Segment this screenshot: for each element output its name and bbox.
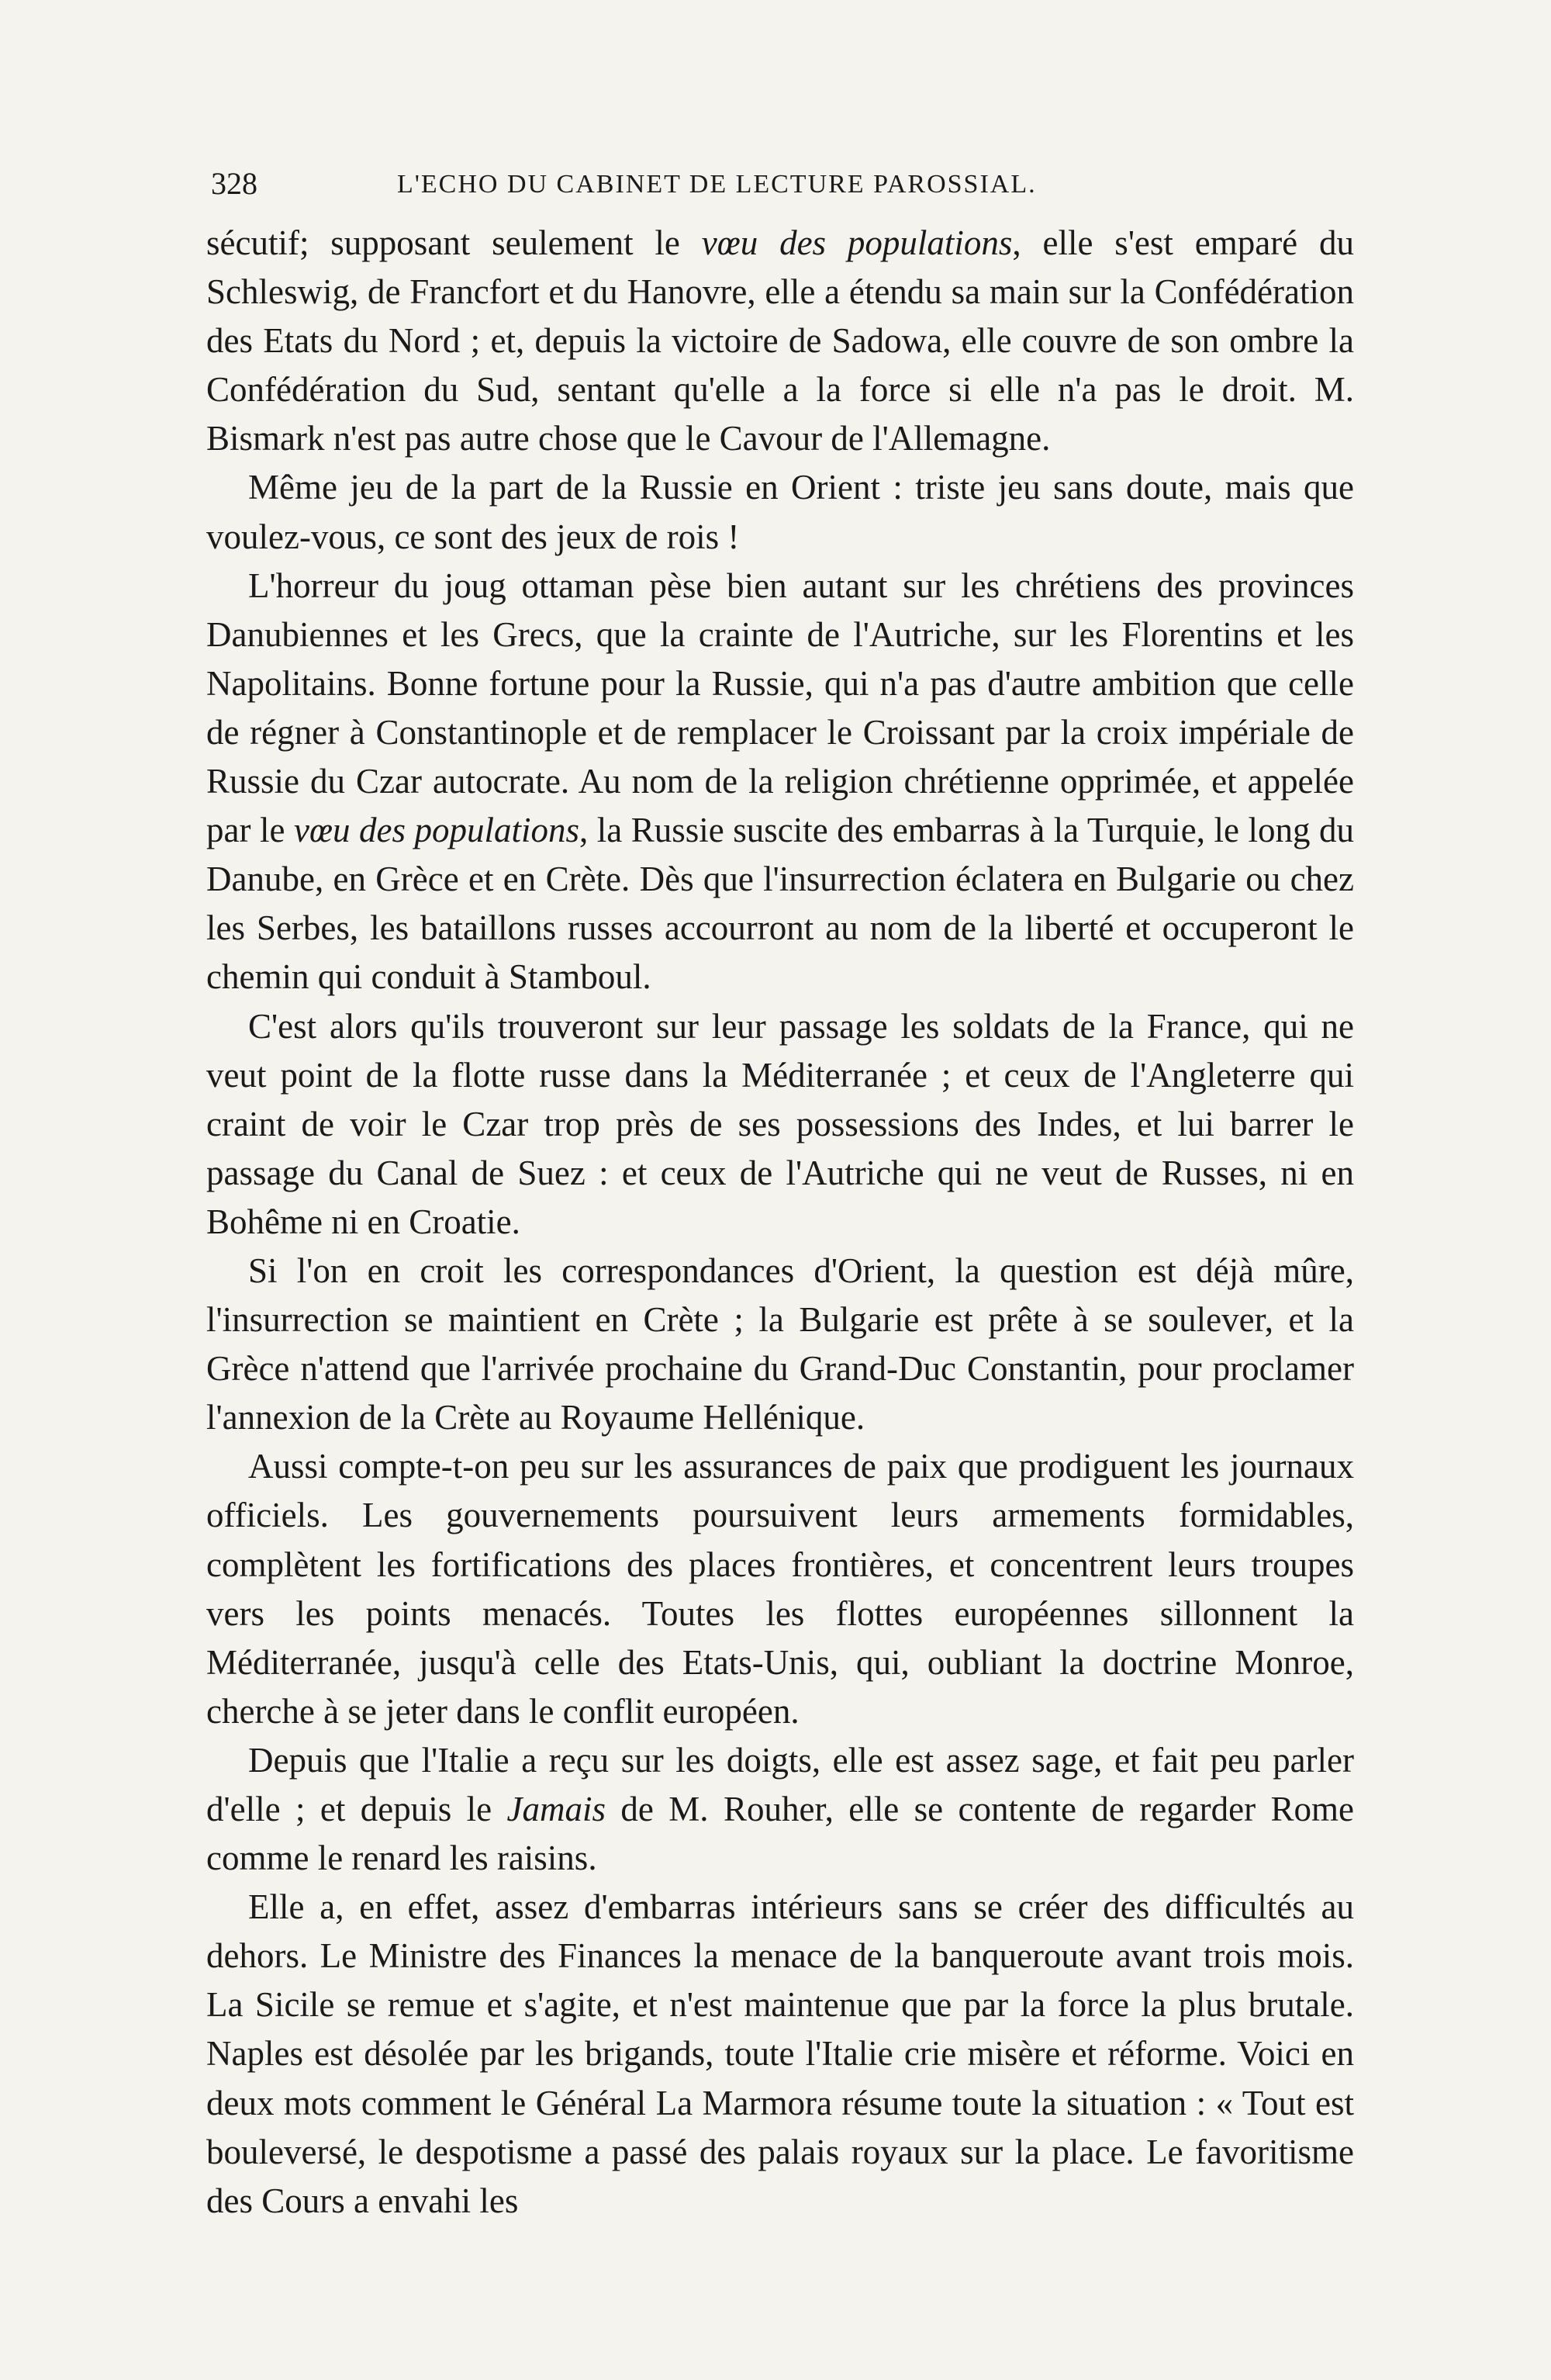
paragraph-3 [206,562,1354,1002]
running-title: L'ECHO DU CABINET DE LECTURE PAROSSIAL. [397,170,1037,199]
paragraph-1-italic: vœu des populations [701,223,1013,262]
paragraph-3-italic: vœu des populations [293,811,579,850]
paragraph-7-text-a: Depuis que l'Italie a reçu sur les doigts, elle est assez sage, et fait peu parler d'elle ; et depuis le [206,1740,1354,1828]
paragraph-6: Aussi compte-t-on peu sur les assurances de paix que prodiguent les journaux officiels. Les gouvernements poursuivent leurs armements formidables, complètent les fortifications des places frontières, et concentrent leurs troupes vers les points menacés. Toutes les flottes européennes sillonnent la Méditerranée, jusqu'à celle des Etats-Unis, qui, oubliant la doctrine Monroe, cherche à se jeter dans le conflit européen. [206,1447,1354,1731]
paragraph-3-text-a: L'horreur du joug ottaman pèse bien autant sur les chrétiens des provinces Danubiennes et les Grecs, que la crainte de l'Autriche, sur les Florentins et les Napolitains. Bonne fortune pour la Russie, qui n'a pas d'autre ambition que celle de régner à Constantinople et de remplacer le Croissant par la croix impériale de Russie du Czar autocrate. Au nom de la religion chrétienne opprimée, et appelée par le [206,566,1354,850]
paragraph-4: C'est alors qu'ils trouveront sur leur passage les soldats de la France, qui ne veut point de la flotte russe dans la Méditerranée ; et ceux de l'Angleterre qui craint de voir le Czar trop près de ses possessions des Indes, et lui barrer le passage du Canal de Suez : et ceux de l'Autriche qui ne veut de Russes, ni en Bohême ni en Croatie. [206,1006,1354,1241]
paragraph-1-text-b: , elle s'est emparé du Schleswig, de Francfort et du Hanovre, elle a étendu sa main sur la Confédération des Etats du Nord ; et, depuis la victoire de Sadowa, elle couvre de son ombre la Confédération du Sud, sentant qu'elle a la force si elle n'a pas le droit. M. Bismark n'est pas autre chose que le Cavour de l'Allemagne. [206,223,1355,458]
paragraph-1-text-a: sécutif; supposant seulement le [206,223,702,262]
paragraph-7-text-b: de M. Rouher, elle se contente de regarder Rome comme le renard les raisins. [206,1790,1354,1878]
paragraph-7 [206,1736,1354,1883]
page-number: 328 [211,166,257,201]
paragraph-1 [206,219,1354,463]
paragraph-8: Elle a, en effet, assez d'embarras intérieurs sans se créer des difficultés au dehors. Le Ministre des Finances la menace de la banqueroute avant trois mois. La Sicile se remue et s'agite, et n'est maintenue que par la force la plus brutale. Naples est désolée par les brigands, toute l'Italie crie misère et réforme. Voici en deux mots comment le Général La Marmora résume toute la situation : « Tout est bouleversé, le despotisme a passé des palais royaux sur la place. Le favoritisme des Cours a envahi les [206,1887,1354,2220]
paragraph-3-text-b: , la Russie suscite des embarras à la Turquie, le long du Danube, en Grèce et en Crète. Dès que l'insurrection éclatera en Bulgarie ou chez les Serbes, les bataillons russes accourront au nom de la liberté et occuperont le chemin qui conduit à Stamboul. [206,811,1354,997]
body-text [206,219,1354,2226]
paragraph-5: Si l'on en croit les correspondances d'Orient, la question est déjà mûre, l'insurrection se maintient en Crète ; la Bulgarie est prête à se soulever, et la Grèce n'attend que l'arrivée prochaine du Grand-Duc Constantin, pour proclamer l'annexion de la Crète au Royaume Hellénique. [206,1251,1354,1437]
paragraph-2: Même jeu de la part de la Russie en Orient : triste jeu sans doute, mais que voulez-vous, ce sont des jeux de rois ! [206,468,1354,556]
running-header [211,164,1351,203]
paragraph-7-italic: Jamais [506,1790,606,1828]
